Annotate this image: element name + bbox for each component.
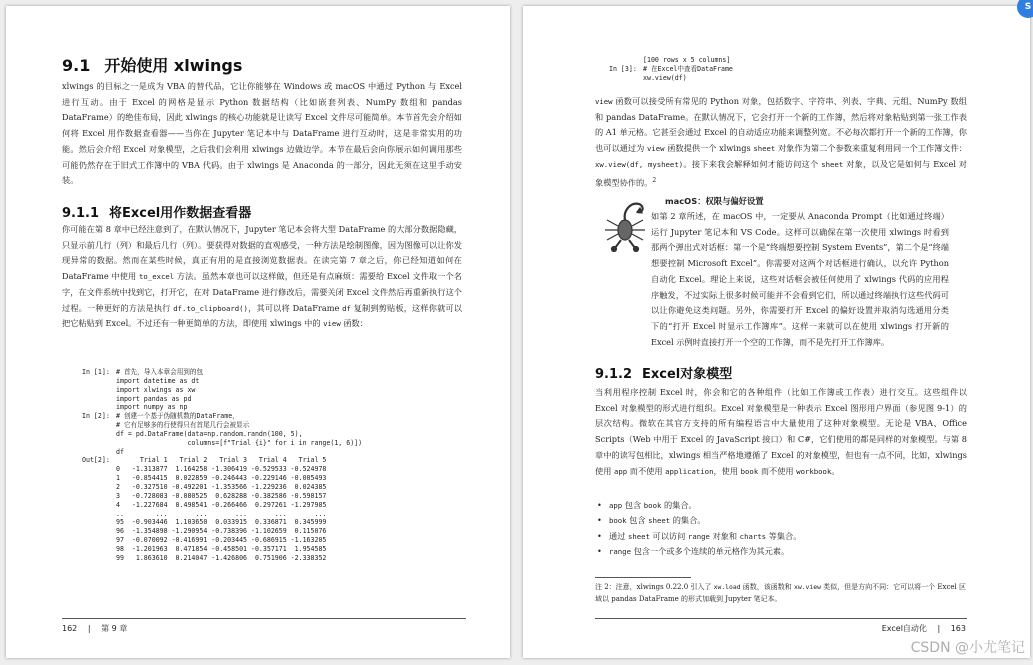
code-prompt: In [1]:	[82, 368, 110, 376]
code-text: 1 -0.854415 0.022859 -0.246443 -0.229146 -0.005493	[116, 474, 327, 483]
bullet-item	[595, 544, 967, 559]
bullet-item	[595, 498, 967, 513]
footnote-code-b: xw.view	[794, 583, 821, 591]
code-text: 99 1.863610 0.214047 -1.426806 0.751906 -2.338352	[116, 553, 327, 562]
bullet-code: book	[609, 516, 627, 526]
code-lines	[82, 368, 502, 563]
bullet-text: 通过	[609, 530, 628, 541]
model-bullet-list	[595, 498, 967, 560]
code-text: import xlwings as xw	[116, 385, 196, 394]
code-prompt	[609, 56, 643, 65]
code-line	[82, 510, 502, 519]
footer-rule-right	[595, 618, 967, 619]
code-text: # 首先，导入本章会用到的包	[116, 368, 204, 376]
bullet-code: sheet	[627, 531, 650, 541]
code-text: import datetime as dt	[116, 376, 200, 385]
footer-page-number: 162	[62, 624, 78, 633]
bullet-code: book	[643, 501, 662, 510]
bullet-item	[595, 513, 967, 528]
code-text: xw.view(df)	[643, 73, 687, 82]
bullet-item	[595, 529, 967, 544]
footer	[62, 623, 127, 634]
bullet-text: 的集合。	[661, 500, 697, 510]
bullet-text: 包含	[622, 500, 644, 510]
code-text: 96 -1.354898 -1.290954 -0.738396 -1.102659 0.115076	[116, 527, 327, 536]
code-prompt	[82, 395, 116, 404]
bullet-text: 可以访问	[649, 530, 688, 541]
code-prompt	[82, 510, 116, 519]
footnote	[595, 581, 967, 605]
bullet-text: 的集合。	[670, 515, 706, 526]
code-line	[82, 430, 502, 439]
model-text-d: 而不使用	[758, 465, 797, 476]
code-line	[82, 395, 502, 404]
code-prompt	[82, 403, 116, 412]
code-text: columns=[f"Trial {i}" for i in range(1, 6)])	[116, 438, 363, 447]
viewer-text-a: 你可能在第 8 章中已经注意到了，在默认情况下，Jupyter 笔记本会将大型 DataFrame 的大部分数据隐藏，只显示前几行（列）和最后几行（列）。要获得对数据的直观感受，一种方法是绘制图像，因为图像可以让你发现异常的数据。然而在某些时候，真正有用的是直接浏览数据表。在读完第 7 章之后，你已经知道如何在 DataFrame 中使用	[62, 224, 462, 282]
model-code-a: app	[613, 466, 628, 476]
model-text-b: 而不使用	[627, 465, 666, 476]
code-line	[609, 74, 989, 83]
code-line	[82, 474, 502, 483]
model-code-b: application	[665, 466, 714, 476]
code-prompt	[82, 439, 116, 448]
viewer-code-d: view	[323, 319, 341, 329]
code-prompt	[82, 474, 116, 483]
subsection-heading	[62, 202, 251, 221]
code-line	[82, 377, 502, 386]
code-prompt	[82, 492, 116, 501]
code-text: Trial 1 Trial 2 Trial 3 Trial 4 Trial 5	[116, 456, 327, 465]
viewer-text-d: 复制到剪贴板，这样你就可以把它粘贴到 Excel。不过还有一种更简单的方法，即使用 xlwings 中的	[62, 302, 462, 329]
view-code-c: sheet	[753, 144, 776, 154]
view-text-e: 对象，以及它是如何与 Excel 对象模型协作的。	[595, 158, 967, 188]
model-text-e: 。	[831, 465, 840, 476]
code-prompt	[82, 430, 116, 439]
bullet-text: 包含一个或多个连续的单元格作为其元素。	[630, 546, 790, 557]
footnote-text-c: 类似，但是方向不同：它可以将一个 Excel 区域以 pandas DataFrame 的形式加载到 Jupyter 笔记本。	[595, 583, 966, 603]
view-code-e: sheet	[821, 159, 844, 169]
model-text-a: 当利用程序控制 Excel 时，你会和它的各种组件（比如工作簿或工作表）进行交互。这些组件以 Excel 对象模型的形式进行组织。Excel 对象模型是一种表示 Excel 图形用户界面（参见图 9-1）的层次结构。微软在其官方支持的所有编程语言中大量使用了这种对象模型。无论是 VBA、Office Scripts（Web 中用于 Excel 的 JavaScript 接口）和 C#，它们使用的都是同样的对象模型。与第 8 章中的读写包相比，xlwings 相当严格地遵循了 Excel 的对象模型，但也有一点不同，比如，xlwings 使用	[595, 387, 967, 476]
code-prompt	[82, 386, 116, 395]
bullet-text: 等集合。	[766, 530, 802, 541]
view-text-a: 函数可以接受所有常见的 Python 对象，包括数字、字符串、列表、字典、元组、NumPy 数组和 pandas DataFrame。在默认情况下，它会打开一个新的工作簿，然后将对象粘贴到第一张工作表的 A1 单元格。它甚至会通过 Excel 的自动适应功能来调整列宽。不必每次都打开一个新的工作簿，你也可以通过为	[595, 96, 967, 154]
code-line	[82, 518, 502, 527]
code-prompt	[82, 501, 116, 510]
footnote-marker: 2	[652, 176, 657, 184]
viewer-code-a: to_excel	[139, 272, 175, 282]
code-prompt	[82, 448, 116, 457]
view-text-c: 对象作为第二个参数来重复利用同一个工作簿文件：	[775, 143, 967, 154]
code-prompt: In [2]:	[82, 412, 110, 421]
footer-chapter: 第 9 章	[101, 624, 128, 633]
subsection-title-2: Excel对象模型	[642, 367, 733, 382]
code-line	[82, 536, 502, 545]
code-line	[82, 368, 502, 377]
code-text: df	[116, 447, 124, 456]
model-text-c: ，使用	[713, 465, 741, 476]
footnote-code-a: xw.load	[713, 583, 741, 591]
code-line	[82, 386, 502, 395]
model-code-d: workbook	[796, 466, 832, 476]
section-number: 9.1	[62, 56, 91, 75]
subsection-heading-2	[595, 363, 732, 382]
code-prompt: In [3]:	[609, 64, 637, 73]
code-text: import pandas as pd	[116, 394, 192, 403]
bullet-text: 对象和	[709, 530, 740, 541]
note-body: 如第 2 章所述，在 macOS 中，一定要从 Anaconda Prompt（比如通过终端）运行 Jupyter 笔记本和 VS Code。这样可以确保在第一次使用 xlwings 时看到那两个弹出式对话框：第一个是“终端想要控制 System Events”，第二个是“终端想要控制 Microsoft Excel”。你需要对这两个对话框进行确认，以允许 Python 自动化 Excel。理论上来说，这些对话框会被任何使用了 xlwings 代码的应用程序触发，不过实际上很多时候可能并不会看到它们，所以通过终端执行这些代码可以让你避免这类问题。另外，你需要打开 Excel 的偏好设置并取消勾选通用分类下的“打开 Excel 时显示工作簿库”。这样一来就可以在使用 xlwings 打开新的 Excel 示例时直接打开一个空的工作簿，而不是先打开工作簿库。	[651, 211, 949, 347]
code-text: 97 -0.070092 -0.416991 -0.203445 -0.686915 -1.163205	[116, 536, 327, 545]
code-text: import numpy as np	[116, 403, 188, 412]
code-prompt	[82, 545, 116, 554]
code-text: 98 -1.201963 0.471854 -0.458501 -0.357171 1.954585	[116, 544, 327, 553]
subsection-number-2: 9.1.2	[595, 367, 633, 382]
model-code-c: book	[740, 466, 759, 476]
code-block	[82, 368, 502, 563]
footer-separator-right: |	[937, 624, 941, 633]
footnote-text-b: 函数，该函数和	[740, 583, 795, 591]
code-text: 0 -1.313877 1.164258 -1.306419 -0.529533 -0.524978	[116, 465, 327, 474]
viewer-text-e: 函数：	[340, 318, 368, 329]
bullet-code: charts	[739, 531, 767, 541]
code-text: df = pd.DataFrame(data=np.random.randn(100, 5),	[116, 429, 303, 438]
code-text: 2 -0.327510 -0.492201 -1.353566 -1.229236 0.024385	[116, 482, 327, 491]
footnote-rule	[595, 577, 691, 578]
footer-rule	[62, 618, 466, 619]
bullet-code: app	[609, 501, 623, 510]
code-prompt	[82, 554, 116, 563]
subsection-title: 将Excel用作数据查看器	[109, 206, 252, 221]
code-prompt	[82, 518, 116, 527]
code-lines-continued	[609, 56, 989, 83]
view-code-a: view	[595, 97, 613, 106]
section-heading	[62, 53, 242, 76]
code-text: # 创建一个基于伪随机数的DataFrame，	[116, 412, 239, 421]
code-text: # 它有足够多的行使得只有首尾几行会被显示	[116, 421, 250, 430]
viewer-code-b: df.to_clipboard()	[173, 303, 248, 313]
code-prompt	[82, 536, 116, 545]
code-text: # 在Excel中查看DataFrame	[643, 64, 733, 73]
code-text: 3 -0.728083 -0.080525 0.628288 -0.382586 -0.590157	[116, 491, 327, 500]
code-line	[82, 421, 502, 430]
code-line	[609, 65, 989, 74]
code-text: 4 -1.227684 0.498541 -0.266466 0.297261 -1.297985	[116, 500, 327, 509]
subsection-number: 9.1.1	[62, 206, 100, 221]
code-prompt	[609, 74, 643, 83]
bullet-code: range	[609, 547, 631, 557]
code-text: .. ... ... ... ... ...	[116, 509, 327, 518]
footer-book-title: Excel自动化	[881, 624, 927, 633]
code-prompt	[82, 483, 116, 492]
viewer-text-b: 方法。虽然本章也可以这样做，但还是有点麻烦：需要给 Excel 文件取一个名字，在文件系统中找到它，打开它，在对 DataFrame 进行修改后，需要关闭 Excel 文件然后再重新执行这个过程。一种更好的方法是执行	[62, 271, 462, 313]
section-title: 开始使用 xlwings	[104, 56, 243, 75]
bullet-code: range	[687, 531, 710, 541]
code-prompt	[82, 377, 116, 386]
code-text: 95 -0.903446 1.103650 0.033915 0.336871 0.345999	[116, 518, 327, 527]
code-prompt	[82, 527, 116, 536]
code-line	[82, 501, 502, 510]
scorpion-icon	[595, 192, 655, 252]
view-text-b: 函数提供一个 xlwings	[664, 143, 754, 154]
left-page	[6, 6, 510, 658]
code-line	[82, 483, 502, 492]
footnote-text-a: 注 2：注意，xlwings 0.22.0 引入了	[595, 583, 714, 591]
code-line	[82, 448, 502, 457]
footer-separator: |	[87, 624, 91, 633]
code-line	[82, 492, 502, 501]
viewer-text-c: ，其可以将 DataFrame	[247, 302, 343, 313]
view-paragraph	[595, 94, 967, 191]
code-prompt	[82, 421, 116, 430]
code-line	[82, 456, 502, 465]
view-code-d: xw.view(df, mysheet)	[595, 159, 684, 169]
bullet-code: sheet	[648, 516, 671, 526]
code-block-continued	[609, 56, 989, 83]
code-line	[82, 403, 502, 412]
code-line	[82, 439, 502, 448]
code-line	[82, 545, 502, 554]
code-text: [100 rows x 5 columns]	[643, 56, 731, 64]
view-text-d: 。接下来我会解释如何才能访问这个	[683, 158, 822, 169]
note-title: macOS：权限与偏好设置	[665, 196, 764, 206]
bullet-text: 包含	[626, 515, 649, 526]
code-line	[82, 465, 502, 474]
right-page	[523, 6, 1030, 658]
model-paragraph	[595, 385, 967, 479]
footer-page-number-right: 163	[950, 624, 966, 633]
viewer-code-c: df	[342, 303, 351, 313]
view-code-b: view	[646, 144, 665, 154]
footer-right	[882, 623, 966, 634]
code-line	[609, 56, 989, 65]
code-line	[82, 412, 502, 421]
code-line	[82, 527, 502, 536]
intro-paragraph: xlwings 的目标之一是成为 VBA 的替代品，它让你能够在 Windows 或 macOS 中通过 Python 与 Excel 进行互动。由于 Excel 的网格是显示 Python 数据结构（比如嵌套列表、NumPy 数组和 pandas DataFrame）的绝佳布局，因此 xlwings 的核心功能就是让读写 Excel 文件尽可能简单。本节首先会介绍如何将 Excel 用作数据查看器——当你在 Jupyter 笔记本中与 DataFrame 进行互动时，这是非常实用的功能。然后会介绍 Excel 对象模型，之后我们会利用 xlwings 边做边学。本节在最后会向你展示如何调用那些可能仍然存在于旧式工作簿中的 VBA 代码。由于 xlwings 是 Anaconda 的一部分，因此无须在这里手动安装。	[62, 81, 462, 186]
code-prompt	[82, 465, 116, 474]
code-line	[82, 554, 502, 563]
code-prompt: Out[2]:	[82, 456, 110, 465]
viewer-paragraph	[62, 222, 462, 332]
watermark: CSDN @小尤笔记	[910, 640, 1025, 656]
corner-badge[interactable]: S	[1017, 0, 1033, 18]
